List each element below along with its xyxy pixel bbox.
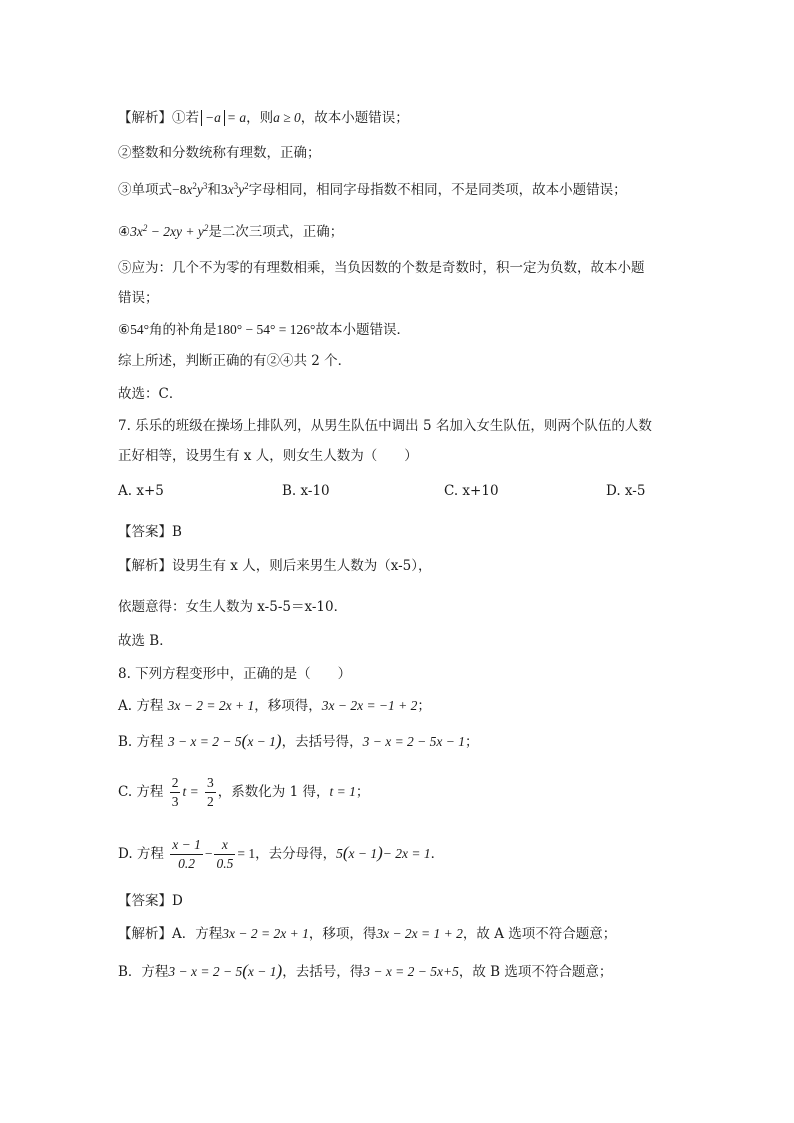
analysis-label: 【解析】 [118, 558, 172, 574]
q6-analysis-line-3: ③单项式$-8x^2y^3$和$3x^3y^2$字母相同，相同字母指数不相同，不是同类项，故本小题错误； [118, 181, 627, 198]
analysis-label: 【解析】 [118, 110, 172, 126]
answer-label: 【答案】 [118, 524, 172, 540]
q7-choose: 故选 B． [118, 633, 173, 649]
q6-analysis-line-4: $④3x^2 - 2xy + y^2$是二次三项式，正确； [118, 223, 344, 240]
q8-option-c: C. 方程 $\frac{2}{3}$ t = $\frac{3}{2}$ ，系数化为 1 得，t = 1； [118, 775, 370, 809]
q7-option-b: B. x-10 [282, 483, 330, 499]
q7-option-c: C. x+10 [444, 483, 499, 499]
monomial-2: $3x^3y^2$ [220, 181, 249, 197]
q8-analysis-b: B．方程3 − x = 2 − 5(x − 1)，去括号，得3 − x = 2 − 5x+5，故 B 选项不符合题意； [118, 961, 613, 980]
q8-analysis-a: 【解析】A．方程3x − 2 = 2x + 1，移项，得3x − 2x = 1 + 2，故 A 选项不符合题意； [118, 926, 617, 942]
q7-answer: 【答案】B [118, 524, 182, 540]
fraction: $\frac{2}{3}$ [171, 775, 179, 809]
analysis-label: 【解析】 [118, 926, 172, 942]
q8-option-d: D. 方程 $\frac{x - 1}{0.2}$ − $\frac{x}{0.5}$ = 1，去分母得，5(x − 1)− 2x = 1． [118, 837, 445, 871]
fraction: $\frac{x - 1}{0.2}$ [172, 837, 201, 871]
q6-choose: 故选：C． [118, 386, 183, 402]
q6-analysis-line-6: ⑥54°角的补角是180° − 54° = 126°故本小题错误． [118, 322, 410, 338]
q8-option-b: B. 方程 3 − x = 2 − 5(x − 1)，去括号得，3 − x = 2 − 5x − 1； [118, 731, 479, 750]
q7-option-d: D. x-5 [606, 483, 646, 499]
q7-stem-line-1: 7. 乐乐的班级在操场上排队列，从男生队伍中调出 5 名加入女生队伍，则两个队伍的人数 [118, 418, 652, 434]
polynomial: $3x^2 - 2xy + y^2$ [130, 223, 209, 239]
q7-analysis-line-1: 【解析】设男生有 x 人，则后来男生人数为（x-5）， [118, 558, 432, 574]
q8-stem: 8. 下列方程变形中，正确的是（ ） [118, 666, 352, 682]
q8-option-a: A. 方程 3x − 2 = 2x + 1，移项得，3x − 2x = −1 + 2； [118, 698, 431, 714]
q6-summary: 综上所述，判断正确的有②④共 2 个． [118, 353, 352, 369]
fraction: $\frac{3}{2}$ [207, 775, 214, 809]
absolute-value: −a [201, 110, 225, 126]
fraction: $\frac{x}{0.5}$ [216, 837, 234, 871]
q7-option-a: A. x+5 [118, 483, 164, 499]
q6-analysis-line-2: ②整数和分数统称有理数，正确； [118, 145, 321, 161]
q6-analysis-line-5b: 错误； [118, 290, 159, 306]
monomial-1: $-8x^2y^3$ [172, 181, 208, 197]
q8-answer: 【答案】D [118, 893, 183, 909]
answer-label: 【答案】 [118, 893, 172, 909]
q6-analysis-line-5a: ⑤应为：几个不为零的有理数相乘，当负因数的个数是奇数时，积一定为负数，故本小题 [118, 260, 645, 276]
q7-stem-line-2: 正好相等，设男生有 x 人，则女生人数为（ ） [118, 448, 418, 464]
q7-analysis-line-2: 依题意得：女生人数为 x-5-5＝x-10． [118, 599, 348, 615]
q6-analysis-line-1: 【解析】①若 −a = a，则a ≥ 0，故本小题错误； [118, 110, 409, 126]
